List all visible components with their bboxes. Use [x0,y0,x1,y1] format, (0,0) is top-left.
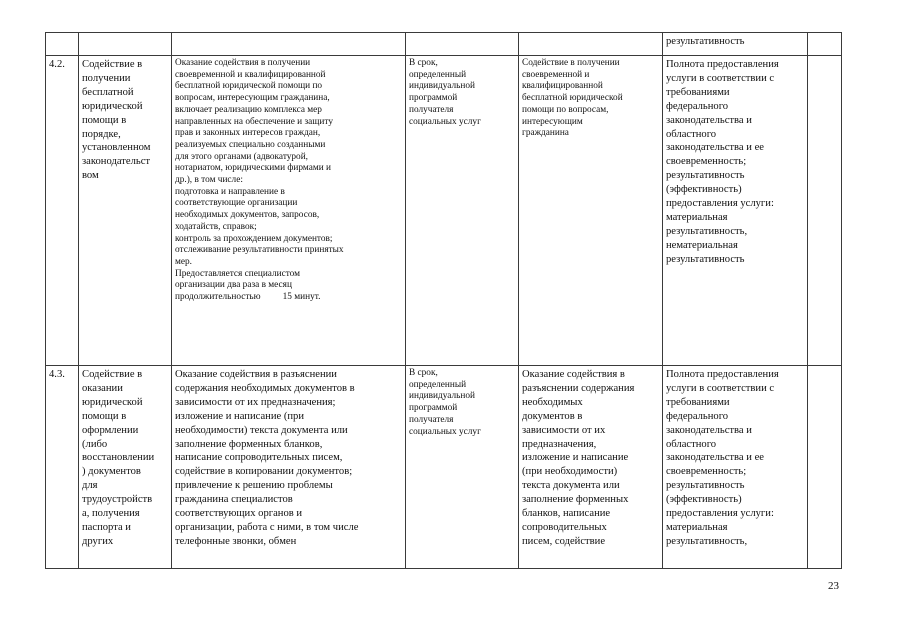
cell-service-name [79,366,172,569]
cell-service-content [172,56,406,366]
text-line: Содействие в получении [522,58,620,68]
text-line: изложение и написание [522,452,629,464]
text-line: оказании [82,382,123,394]
cell-empty [406,33,519,56]
text-line: программой [409,93,458,104]
text-line: результативность, [666,225,748,237]
text-line: трудоустройств [82,494,153,506]
cell-service-content [172,366,406,569]
cell-number: 4.3. [46,366,79,569]
text-line: интересующим [522,116,583,127]
text-line: своевременной и квалифицированной [175,69,326,80]
text-line: для этого органами (адвокатурой, [175,151,308,162]
text-line: материальная [666,521,728,533]
text-line: областного [666,438,717,450]
text-line: В срок, [409,368,438,378]
text-line: изложение и написание (при [175,410,305,422]
text-line: Оказание содействия в [522,369,625,380]
text-line: бесплатной [82,86,134,98]
text-line: (эффективность) [666,184,742,196]
table-row [46,56,842,366]
text-line: Полнота предоставления [666,369,779,380]
text-line: законодательства и ее [666,142,764,154]
text-line: включает реализацию комплекса мер [175,104,322,115]
text-line: своевременной и [522,69,590,80]
text-line: документов в [522,410,583,422]
text-line: предоставления услуги: [666,508,774,520]
text-line: Содействие в [82,369,143,380]
cell-empty [79,33,172,56]
text-line: организации два раза в месяц [175,280,292,291]
text-line: результативность [666,480,745,492]
text-line: сопроводительных [522,521,607,533]
text-line: заполнение форменных [522,494,629,506]
text-line: результативность [666,253,745,265]
text-line: зависимости от их [522,424,606,436]
text-line: юридической [82,396,143,408]
text-line: установленном [82,142,151,154]
text-line: получении [82,72,131,84]
cell-empty [46,33,79,56]
cell-quality [663,366,808,569]
text-line: разъяснении содержания [522,382,635,394]
text-line: помощи в [82,114,127,126]
text-line: получателя [409,104,454,115]
text-line: бесплатной юридической помощи по [175,81,323,92]
text-line: вом [82,170,99,182]
text-line: ходатайств, справок; [175,221,257,232]
cell-empty [519,33,663,56]
table-row [46,366,842,569]
text-line: мер. [175,256,192,267]
text-line: а, получения [82,508,140,520]
text-line: предоставления услуги: [666,198,774,210]
cell-empty [808,56,842,366]
text-line: реализуемых специально созданными [175,139,326,150]
text-line: услуги в соответствии с [666,382,775,394]
content-last-line: продолжительностью 15 минут. [175,292,321,303]
text-line: получателя [409,414,454,425]
text-line: паспорта и [82,521,131,533]
text-line: заполнение форменных бланков, [175,438,323,450]
text-line: писем, содействие [522,535,606,547]
text-line: организации, работа с ними, в том числе [175,521,359,533]
text-line: квалифицированной [522,81,603,92]
cell-empty [808,33,842,56]
cell-term [406,366,519,569]
page-number: 23 [828,580,839,592]
text-line: гражданина специалистов [175,494,293,506]
text-line: результативность [666,170,745,182]
text-line: Предоставляется специалистом [175,268,301,279]
text-line: социальных услуг [409,426,481,437]
text-line: нотариатом, юридическими фирмами и [175,163,331,174]
text-line: помощи по вопросам, [522,104,609,115]
text-line: Полнота предоставления [666,59,779,70]
text-line: предназначения, [522,438,597,450]
text-line: областного [666,128,717,140]
cell-service-name [79,56,172,366]
cell-number: 4.2. [46,56,79,366]
text-line: (при необходимости) [522,466,618,478]
text-line: федерального [666,410,729,422]
cell-empty [808,366,842,569]
text-line: требованиями [666,86,730,98]
text-line: подготовка и направление в [175,186,285,197]
text-line: ) документов [82,466,141,478]
text-line: отслеживание результативности принятых [175,245,344,256]
text-line: социальных услуг [409,116,481,127]
text-line: бланков, написание [522,508,611,520]
text-line: федерального [666,100,729,112]
text-line: необходимости) текста документа или [175,424,348,436]
text-line: законодательства и ее [666,452,764,464]
cell-term [406,56,519,366]
text-line: содействие в копировании документов; [175,466,353,478]
text-line: индивидуальной [409,391,475,402]
text-line: необходимых [522,396,583,408]
text-line: нематериальная [666,239,738,251]
text-line: Содействие в [82,59,143,70]
text-line: телефонные звонки, обмен [175,535,297,547]
text-line: гражданина [522,128,569,139]
text-line: результативность, [666,535,748,547]
text-line: требованиями [666,396,730,408]
text-line: порядке, [82,128,121,140]
text-line: для [82,480,98,492]
text-line: оформлении [82,424,139,436]
text-line: определенный [409,69,467,80]
text-line: контроль за прохождением документов; [175,233,333,244]
cell-conditions [519,56,663,366]
text-line: написание сопроводительных писем, [175,452,343,464]
text-line: законодательства и [666,114,752,126]
text-line: вопросам, интересующим гражданина, [175,93,330,104]
text-line: индивидуальной [409,81,475,92]
text-line: Оказание содействия в разъяснении [175,369,337,380]
text-line: программой [409,403,458,414]
text-line: бесплатной юридической [522,93,623,104]
text-line: Оказание содействия в получении [175,58,311,68]
text-line: привлечение к решению проблемы [175,480,333,492]
text-line: направленных на обеспечение и защиту [175,116,333,127]
text-line: законодательст [82,156,151,168]
table-row-continuation [46,33,842,56]
text-line: материальная [666,211,728,223]
text-line: (эффективность) [666,494,742,506]
cell-conditions [519,366,663,569]
text-line: своевременность; [666,156,747,168]
text-line: необходимых документов, запросов, [175,210,320,221]
text-line: зависимости от их предназначения; [175,396,336,408]
services-table [45,32,842,569]
text-line: текста документа или [522,480,620,492]
cell-empty [172,33,406,56]
text-line: соответствующие организации [175,198,298,209]
text-line: услуги в соответствии с [666,72,775,84]
cell-quality [663,56,808,366]
text-line: помощи в [82,410,127,422]
text-line: др.), в том числе: [175,175,243,186]
text-line: определенный [409,379,467,390]
text-line: прав и законных интересов граждан, [175,128,321,139]
text-line: юридической [82,100,143,112]
text-line: своевременность; [666,466,747,478]
content-lines [175,58,403,292]
text-line: (либо [82,438,108,450]
text-line: законодательства и [666,424,752,436]
text-line: других [82,535,114,547]
text-line: соответствующих органов и [175,508,303,520]
text-line: восстановлении [82,452,155,464]
text-line: содержания необходимых документов в [175,382,355,394]
cell-quality-continuation: результативность [663,33,808,56]
text-line: В срок, [409,58,438,68]
